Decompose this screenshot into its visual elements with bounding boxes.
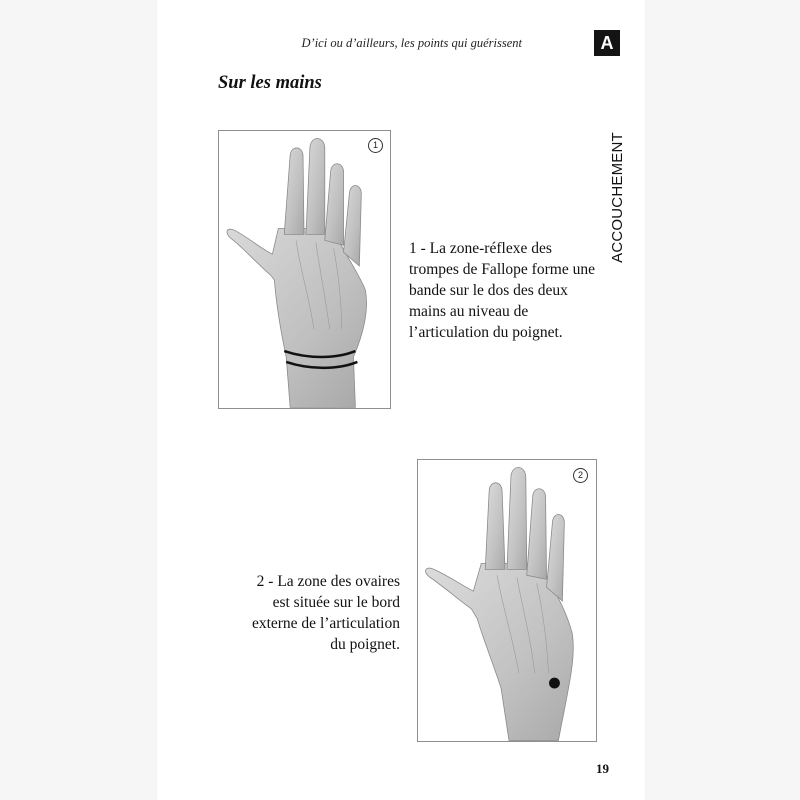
ovary-zone-dot — [549, 678, 560, 689]
figure-1-hand-photo — [218, 130, 391, 409]
figure-2-caption: 2 - La zone des ovaires est située sur le bord externe de l’articulation du poignet. — [251, 573, 400, 653]
figure-number-badge: 2 — [573, 468, 588, 483]
section-title: Sur les mains — [218, 73, 322, 93]
hand-illustration — [219, 131, 390, 408]
figure-number-badge: 1 — [368, 138, 383, 153]
running-head: D’ici ou d’ailleurs, les points qui guérissent — [301, 36, 522, 50]
figure-1-caption: 1 - La zone-réflexe des trompes de Fallope forme une bande sur le dos des deux mains au niveau de l’articulation du poignet. — [409, 240, 595, 341]
page-number: 19 — [596, 761, 609, 776]
section-tab-label: ACCOUCHEMENT — [608, 131, 626, 263]
chapter-badge: A — [594, 30, 620, 56]
hand-illustration — [418, 460, 596, 741]
section-tab — [602, 131, 632, 263]
figure-2-hand-photo — [417, 459, 597, 742]
